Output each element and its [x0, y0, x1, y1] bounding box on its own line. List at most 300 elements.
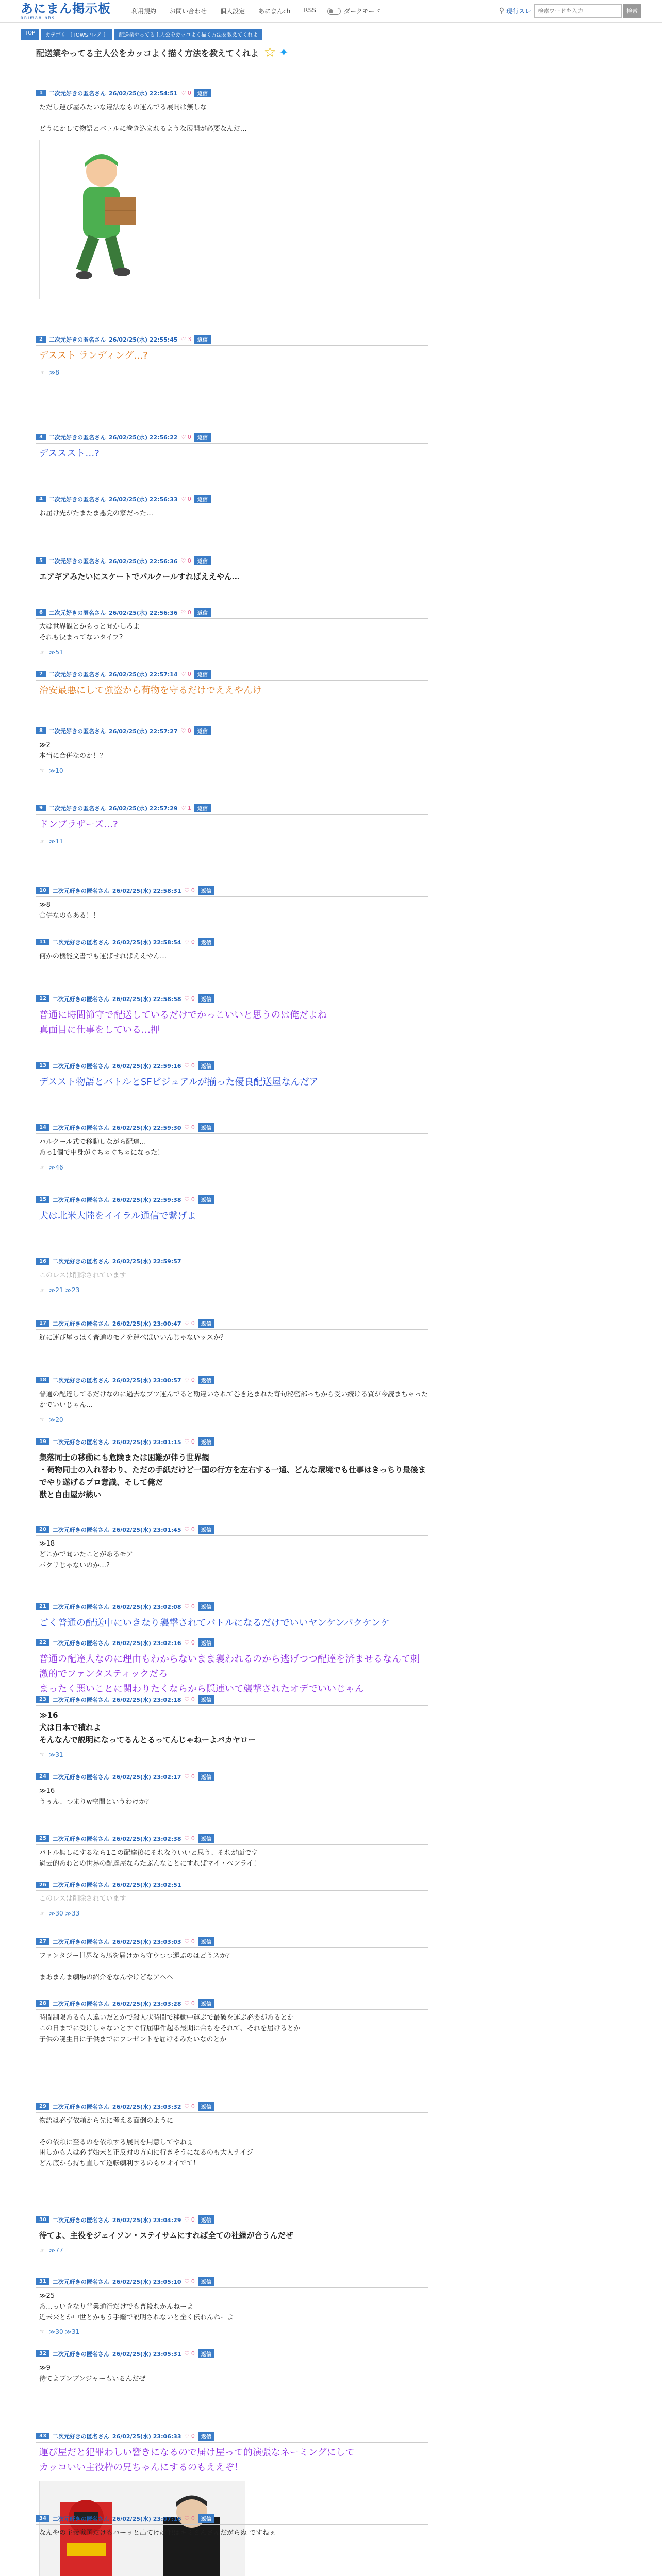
post-author: 二次元好きの匿名さん: [52, 887, 109, 894]
post-author: 二次元好きの匿名さん: [52, 1526, 109, 1533]
post-date: 26/02/25(水) 22:59:16: [112, 1062, 181, 1070]
post-header: [36, 335, 428, 346]
like-button[interactable]: [181, 557, 191, 564]
post-body: お届け先がたまたま悪党の家だった…: [39, 510, 154, 517]
post-date: 26/02/25(水) 23:02:38: [112, 1835, 181, 1842]
post-date: 26/02/25(水) 22:56:36: [108, 557, 178, 565]
reply-button[interactable]: 返信: [194, 495, 211, 503]
like-button[interactable]: [181, 434, 191, 440]
post-author: 二次元好きの匿名さん: [48, 557, 106, 565]
like-button[interactable]: [185, 1438, 195, 1445]
heart-icon: ♡: [184, 1196, 191, 1203]
post-number[interactable]: 32: [36, 2350, 49, 2357]
search-category[interactable]: 現行スレ: [506, 7, 531, 15]
heart-icon: ♡: [180, 727, 188, 734]
reply-button[interactable]: 返信: [198, 2514, 214, 2523]
post-item: [36, 495, 428, 519]
heart-icon: ♡: [184, 1124, 191, 1131]
post-date: 26/02/25(水) 22:54:51: [108, 90, 178, 97]
search-button[interactable]: 検索: [623, 4, 641, 18]
post-item: [36, 1437, 428, 1501]
reply-button[interactable]: 返信: [194, 335, 211, 344]
post-header: [36, 1880, 428, 1891]
reply-anchor[interactable]: ≫46: [48, 1163, 63, 1171]
hand-pointer-icon: ☞: [39, 648, 45, 656]
reply-button[interactable]: 返信: [198, 1999, 214, 2008]
like-button[interactable]: [185, 1526, 195, 1533]
post-body: バトル無しにするなら1この配達後にそれなりいいと思う、それが面です 過去的あわとの世界の配達屋ならたぶんなことにすればマイ・ペンライ！: [39, 1849, 260, 1868]
like-button[interactable]: [181, 727, 191, 734]
reply-anchor[interactable]: ≫31: [48, 1751, 63, 1758]
reply-links[interactable]: [36, 1746, 428, 1758]
post-header: [36, 2349, 428, 2360]
reply-links[interactable]: [36, 643, 428, 656]
like-button[interactable]: [185, 1377, 195, 1383]
like-button[interactable]: [181, 805, 191, 811]
heart-icon: ♡: [184, 939, 191, 945]
breadcrumb-category[interactable]: カテゴリ 〔TOWSPレア 〕: [41, 29, 112, 40]
post-date: 26/02/25(水) 23:07:16: [112, 2515, 181, 2522]
post-number[interactable]: 21: [36, 1603, 49, 1610]
post-body: ≫2 本当に合併なのか！？: [39, 741, 107, 760]
post-date: 26/02/25(水) 22:56:22: [108, 434, 178, 441]
reply-button[interactable]: 返信: [194, 726, 211, 735]
reply-anchor[interactable]: ≫30 ≫31: [48, 2328, 80, 2336]
post-item: [36, 433, 428, 462]
reply-button[interactable]: 返信: [198, 1638, 214, 1647]
post-number[interactable]: 12: [36, 995, 49, 1002]
post-date: 26/02/25(水) 23:03:03: [112, 1938, 181, 1945]
post-author: 二次元好きの匿名さん: [52, 1124, 109, 1131]
like-count: 0: [187, 557, 191, 564]
reply-button[interactable]: 返信: [198, 1195, 214, 1204]
post-item: [36, 2432, 428, 2576]
reply-anchor[interactable]: ≫20: [48, 1416, 63, 1423]
post-item: [36, 1999, 428, 2045]
post-body: ≫16 犬は日本で積れよ そんなんで説明になってるんとるってんじゃねーよバカヤロー: [39, 1710, 256, 1744]
post-body: 犬は北米大陸をイイラル通信で繋げよ: [39, 1211, 196, 1222]
like-count: 0: [191, 1196, 195, 1203]
hand-pointer-icon: ☞: [39, 837, 45, 845]
like-button[interactable]: [185, 1124, 195, 1131]
heart-icon: ♡: [180, 434, 188, 440]
breadcrumb-thread[interactable]: 配送業やってる主人公をカッコよく描く方法を教えてくれよ: [114, 29, 262, 40]
reply-button[interactable]: 返信: [198, 2277, 214, 2286]
post-author: 二次元好きの匿名さん: [52, 1639, 109, 1647]
post-item: [36, 1195, 428, 1224]
reply-button[interactable]: 返信: [194, 670, 211, 679]
like-count: 0: [191, 2216, 195, 2223]
reply-button[interactable]: 返信: [198, 1834, 214, 1843]
post-item: [36, 2277, 428, 2335]
heart-icon: ♡: [184, 2350, 191, 2357]
heart-icon: ♡: [180, 496, 188, 502]
post-date: 26/02/25(水) 23:01:45: [112, 1526, 181, 1533]
reply-links[interactable]: [36, 2323, 428, 2335]
reply-button[interactable]: 返信: [198, 886, 214, 895]
breadcrumb-top[interactable]: TOP: [21, 29, 39, 40]
post-number[interactable]: 29: [36, 2103, 49, 2110]
post-number[interactable]: 25: [36, 1835, 49, 1842]
post-author: 二次元好きの匿名さん: [48, 496, 106, 503]
post-date: 26/02/25(水) 22:56:36: [108, 609, 178, 616]
post-number[interactable]: 10: [36, 887, 49, 894]
post-item: [36, 670, 428, 699]
like-button[interactable]: [185, 1938, 195, 1945]
like-button[interactable]: [185, 2515, 195, 2522]
reply-links[interactable]: [36, 1411, 428, 1423]
reply-anchor[interactable]: ≫11: [48, 837, 63, 845]
post-number[interactable]: 34: [36, 2515, 49, 2522]
post-date: 26/02/25(水) 22:59:57: [112, 1258, 181, 1265]
search-bar: [499, 4, 641, 18]
like-button[interactable]: [181, 90, 191, 96]
reply-button[interactable]: 返信: [198, 1525, 214, 1534]
logo-subtext: animan bbs: [21, 15, 55, 20]
hand-pointer-icon: ☞: [39, 1286, 45, 1294]
like-button[interactable]: [185, 2000, 195, 2007]
top-nav: [131, 7, 316, 15]
reply-anchor[interactable]: ≫10: [48, 767, 63, 774]
post-number[interactable]: 27: [36, 1938, 49, 1945]
delivery-man-illustration[interactable]: [39, 140, 178, 299]
post-header: [36, 1999, 428, 2010]
like-count: 0: [191, 887, 195, 894]
post-author: 二次元好きの匿名さん: [52, 2350, 109, 2358]
like-count: 0: [187, 671, 191, 677]
reply-button[interactable]: 返信: [198, 1319, 214, 1328]
post-number[interactable]: 15: [36, 1196, 49, 1203]
post-item: [36, 1880, 428, 1917]
post-number[interactable]: 24: [36, 1773, 49, 1780]
post-author: 二次元好きの匿名さん: [52, 939, 109, 946]
like-button[interactable]: [185, 1696, 195, 1703]
like-count: 0: [191, 1835, 195, 1842]
post-header: [36, 433, 428, 444]
like-button[interactable]: [185, 2216, 195, 2223]
reply-button[interactable]: 返信: [198, 2349, 214, 2358]
post-number[interactable]: 14: [36, 1124, 49, 1131]
post-item: [36, 2215, 428, 2254]
post-date: 26/02/25(水) 22:55:45: [108, 336, 178, 343]
like-button[interactable]: [181, 336, 191, 343]
nav-animanch[interactable]: あにまんch: [258, 8, 291, 15]
post-item: [36, 994, 428, 1038]
post-author: 二次元好きの匿名さん: [48, 90, 106, 97]
post-item: [36, 1937, 428, 1983]
hand-pointer-icon: ☞: [39, 2247, 45, 2254]
post-item: [36, 726, 428, 774]
post-author: 二次元好きの匿名さん: [52, 2278, 109, 2285]
reply-button[interactable]: 返信: [194, 804, 211, 812]
post-number[interactable]: 20: [36, 1526, 49, 1533]
reply-button[interactable]: 返信: [194, 556, 211, 565]
post-number[interactable]: 5: [36, 557, 46, 564]
post-number[interactable]: 18: [36, 1377, 49, 1383]
like-button[interactable]: [185, 1196, 195, 1203]
heart-icon: ♡: [184, 2433, 191, 2439]
hand-pointer-icon: ☞: [39, 1751, 45, 1758]
search-icon: ⚲: [499, 7, 504, 15]
post-number[interactable]: 7: [36, 671, 46, 677]
reply-links[interactable]: [36, 2242, 428, 2254]
hand-pointer-icon: ☞: [39, 1163, 45, 1171]
like-count: 1: [187, 805, 191, 811]
post-item: [36, 608, 428, 656]
post-header: [36, 556, 428, 567]
heart-icon: ♡: [180, 90, 188, 96]
post-number[interactable]: 6: [36, 609, 46, 616]
post-date: 26/02/25(水) 23:00:57: [112, 1377, 181, 1384]
post-number[interactable]: 30: [36, 2216, 49, 2223]
post-author: 二次元好きの匿名さん: [48, 336, 106, 343]
like-count: 0: [191, 2350, 195, 2357]
reply-button[interactable]: 返信: [194, 608, 211, 617]
like-count: 0: [187, 90, 191, 96]
post-header: [36, 1695, 428, 1706]
post-author: 二次元好きの匿名さん: [52, 2000, 109, 2007]
post-number[interactable]: 31: [36, 2278, 49, 2285]
like-count: 0: [191, 1124, 195, 1131]
like-button[interactable]: [181, 496, 191, 502]
post-header: [36, 1772, 428, 1783]
dark-mode-toggle[interactable]: [327, 7, 381, 15]
heart-icon: ♡: [184, 1320, 191, 1327]
reply-button[interactable]: 返信: [198, 1061, 214, 1070]
reply-anchor[interactable]: ≫30 ≫33: [48, 1909, 80, 1917]
reply-button[interactable]: 返信: [198, 1695, 214, 1704]
reply-anchor[interactable]: ≫8: [48, 368, 59, 376]
post-body: ただし運び屋みたいな違法なもの運んでる展開は無しな どうにかして物語とバトルに巻き込まれるような展開が必要なんだ…: [39, 104, 247, 133]
post-body: 待てよ、主役をジェイソン・ステイサムにすれば全ての社繰が合うんだぜ: [39, 2231, 293, 2240]
post-header: [36, 1602, 428, 1613]
twitter-bird-icon[interactable]: ✦: [279, 46, 289, 59]
post-number[interactable]: 33: [36, 2433, 49, 2439]
post-header: [36, 1437, 428, 1448]
reply-links[interactable]: [36, 1159, 428, 1171]
post-date: 26/02/25(水) 22:56:33: [108, 496, 178, 503]
post-item: [36, 1257, 428, 1294]
post-header: [36, 994, 428, 1005]
like-button[interactable]: [185, 1062, 195, 1069]
post-item: [36, 1319, 428, 1344]
post-item: [36, 2514, 428, 2539]
reply-anchor[interactable]: ≫51: [48, 648, 63, 656]
post-author: 二次元好きの匿名さん: [52, 1773, 109, 1781]
post-number[interactable]: 19: [36, 1438, 49, 1445]
post-author: 二次元好きの匿名さん: [52, 1882, 109, 1888]
reply-button[interactable]: 返信: [198, 1772, 214, 1781]
post-date: 26/02/25(水) 23:03:28: [112, 2000, 181, 2007]
post-number[interactable]: 26: [36, 1882, 49, 1888]
reply-button[interactable]: 返信: [198, 1376, 214, 1384]
like-count: 3: [187, 336, 191, 343]
reply-anchor[interactable]: ≫77: [48, 2247, 63, 2254]
post-author: 二次元好きの匿名さん: [48, 805, 106, 812]
heart-icon: ♡: [184, 1377, 191, 1383]
reply-button[interactable]: 返信: [198, 2215, 214, 2224]
like-count: 0: [191, 1062, 195, 1069]
like-button[interactable]: [181, 609, 191, 616]
post-author: 二次元好きの匿名さん: [52, 1196, 109, 1204]
hand-pointer-icon: ☞: [39, 1416, 45, 1423]
like-count: 0: [191, 995, 195, 1002]
like-button[interactable]: [185, 2433, 195, 2439]
post-body: デススト ランディング…?: [39, 350, 148, 361]
heart-icon: ♡: [184, 2103, 191, 2110]
post-author: 二次元好きの匿名さん: [48, 727, 106, 735]
reply-button[interactable]: 返信: [198, 1123, 214, 1132]
post-date: 26/02/25(水) 23:04:29: [112, 2216, 181, 2224]
reply-button[interactable]: 返信: [198, 938, 214, 946]
post-author: 二次元好きの匿名さん: [52, 2103, 109, 2110]
post-header: [36, 1061, 428, 1072]
post-header: [36, 2102, 428, 2113]
reply-anchor[interactable]: ≫21 ≫23: [48, 1286, 80, 1294]
post-number[interactable]: 3: [36, 434, 46, 440]
post-item: [36, 1695, 428, 1758]
post-number[interactable]: 9: [36, 805, 46, 811]
post-body: 運び屋だと犯罪わしい響きになるので届け屋って的演張なネーミングにして カッコいい主役枠の兄ちゃんにするのもええぞ！: [39, 2447, 355, 2473]
heart-icon: ♡: [184, 1526, 191, 1533]
toggle-switch-icon[interactable]: [327, 8, 341, 15]
reply-links[interactable]: [36, 1281, 428, 1294]
reply-button[interactable]: 返信: [198, 1937, 214, 1946]
reply-links[interactable]: [36, 364, 428, 376]
post-author: 二次元好きの匿名さん: [52, 1438, 109, 1446]
like-button[interactable]: [185, 887, 195, 894]
like-button[interactable]: [185, 2350, 195, 2357]
post-author: 二次元好きの匿名さん: [52, 1258, 109, 1265]
post-header: [36, 1525, 428, 1536]
reply-button[interactable]: 返信: [198, 1602, 214, 1611]
like-count: 0: [191, 2000, 195, 2007]
nav-terms[interactable]: 利用規約: [131, 8, 157, 15]
post-number[interactable]: 13: [36, 1062, 49, 1069]
post-date: 26/02/25(水) 23:02:18: [112, 1696, 181, 1703]
like-button[interactable]: [185, 1835, 195, 1842]
post-date: 26/02/25(水) 22:58:54: [112, 939, 181, 946]
post-date: 26/02/25(水) 22:59:38: [112, 1196, 181, 1204]
reply-button[interactable]: 返信: [194, 433, 211, 442]
post-number[interactable]: 8: [36, 727, 46, 734]
dark-mode-label: ダークモード: [343, 8, 381, 15]
post-date: 26/02/25(水) 23:01:15: [112, 1438, 181, 1446]
search-input[interactable]: [534, 4, 622, 18]
post-item: [36, 1602, 428, 1631]
post-number[interactable]: 28: [36, 2000, 49, 2007]
post-item: [36, 2102, 428, 2170]
like-button[interactable]: [185, 1603, 195, 1610]
like-button[interactable]: [185, 1773, 195, 1780]
reply-button[interactable]: 返信: [194, 89, 211, 97]
like-button[interactable]: [185, 1320, 195, 1327]
reply-links[interactable]: [36, 1905, 428, 1917]
post-header: [36, 1937, 428, 1948]
reply-links[interactable]: [36, 833, 428, 845]
reply-button[interactable]: 返信: [198, 994, 214, 1003]
like-button[interactable]: [185, 939, 195, 945]
like-button[interactable]: [185, 1639, 195, 1646]
post-number[interactable]: 2: [36, 336, 46, 343]
post-number[interactable]: 4: [36, 496, 46, 502]
like-count: 0: [191, 2103, 195, 2110]
breadcrumb: [21, 29, 662, 40]
post-date: 26/02/25(水) 22:57:29: [108, 805, 178, 812]
reply-button[interactable]: 返信: [198, 2432, 214, 2441]
like-count: 0: [191, 2515, 195, 2522]
like-count: 0: [187, 609, 191, 616]
heart-icon: ♡: [184, 2278, 191, 2285]
post-header: [36, 1257, 428, 1267]
post-body: 普通に時間節守で配送しているだけでかっこいいと思うのは俺だよね 真面目に仕事をしている…押: [39, 1010, 327, 1036]
post-body: 遅に運び屋っぽく普通のモノを運べばいいんじゃないッスか？: [39, 1334, 227, 1342]
post-body: このレスは削除されています: [39, 1895, 126, 1903]
hand-pointer-icon: ☞: [39, 2328, 45, 2336]
post-number[interactable]: 23: [36, 1696, 49, 1703]
post-number[interactable]: 16: [36, 1258, 49, 1265]
post-item: [36, 1123, 428, 1171]
post-date: 26/02/25(水) 22:57:27: [108, 727, 178, 735]
thread-main: [36, 45, 428, 60]
heart-icon: ♡: [184, 2000, 191, 2007]
nav-contact[interactable]: お問い合わせ: [170, 8, 207, 15]
like-button[interactable]: [181, 671, 191, 677]
like-button[interactable]: [185, 2103, 195, 2110]
post-item: [36, 1638, 428, 1697]
post-header: [36, 1195, 428, 1206]
post-body: このレスは削除されています: [39, 1272, 126, 1279]
heart-icon: ♡: [180, 671, 188, 677]
post-item: [36, 89, 428, 299]
like-button[interactable]: [185, 2278, 195, 2285]
post-number[interactable]: 22: [36, 1639, 49, 1646]
post-body: エアギアみたいにスケートでパルクールすればええやん…: [39, 572, 240, 581]
post-header: [36, 1123, 428, 1134]
like-count: 0: [191, 2433, 195, 2439]
post-date: 26/02/25(水) 23:05:31: [112, 2350, 181, 2358]
post-body: 治安最悪にして強盗から荷物を守るだけでええやんけ: [39, 685, 262, 696]
post-header: [36, 89, 428, 99]
post-header: [36, 2432, 428, 2443]
post-number[interactable]: 17: [36, 1320, 49, 1327]
post-header: [36, 1638, 428, 1649]
post-author: 二次元好きの匿名さん: [52, 1603, 109, 1611]
post-number[interactable]: 1: [36, 90, 46, 96]
like-count: 0: [191, 2278, 195, 2285]
reply-button[interactable]: 返信: [198, 1437, 214, 1446]
reply-links[interactable]: [36, 762, 428, 774]
post-body: ≫8 合併なのもある！！: [39, 901, 100, 920]
nav-rss[interactable]: RSS: [304, 7, 316, 14]
post-body: なんやの主義戦国だけもパーッと出てけば他はキミさんさんだがらぬ ですねぇ: [39, 2529, 276, 2537]
favorite-star-icon[interactable]: ☆: [263, 45, 276, 60]
post-header: [36, 804, 428, 815]
post-date: 26/02/25(水) 23:02:08: [112, 1603, 181, 1611]
site-logo[interactable]: [21, 3, 111, 20]
like-count: 0: [191, 1377, 195, 1383]
post-number[interactable]: 11: [36, 939, 49, 945]
post-date: 26/02/25(水) 23:00:47: [112, 1320, 181, 1327]
post-header: [36, 1319, 428, 1330]
reply-button[interactable]: 返信: [198, 2102, 214, 2111]
like-button[interactable]: [185, 995, 195, 1002]
logo-text: あにまん掲示板: [21, 1, 111, 16]
nav-settings[interactable]: 個人設定: [220, 8, 245, 15]
post-body: ≫9 待てよブンブンジャーもいるんだぜ: [39, 2364, 146, 2383]
heart-icon: ♡: [184, 2515, 191, 2522]
post-date: 26/02/25(水) 23:02:16: [112, 1639, 181, 1647]
